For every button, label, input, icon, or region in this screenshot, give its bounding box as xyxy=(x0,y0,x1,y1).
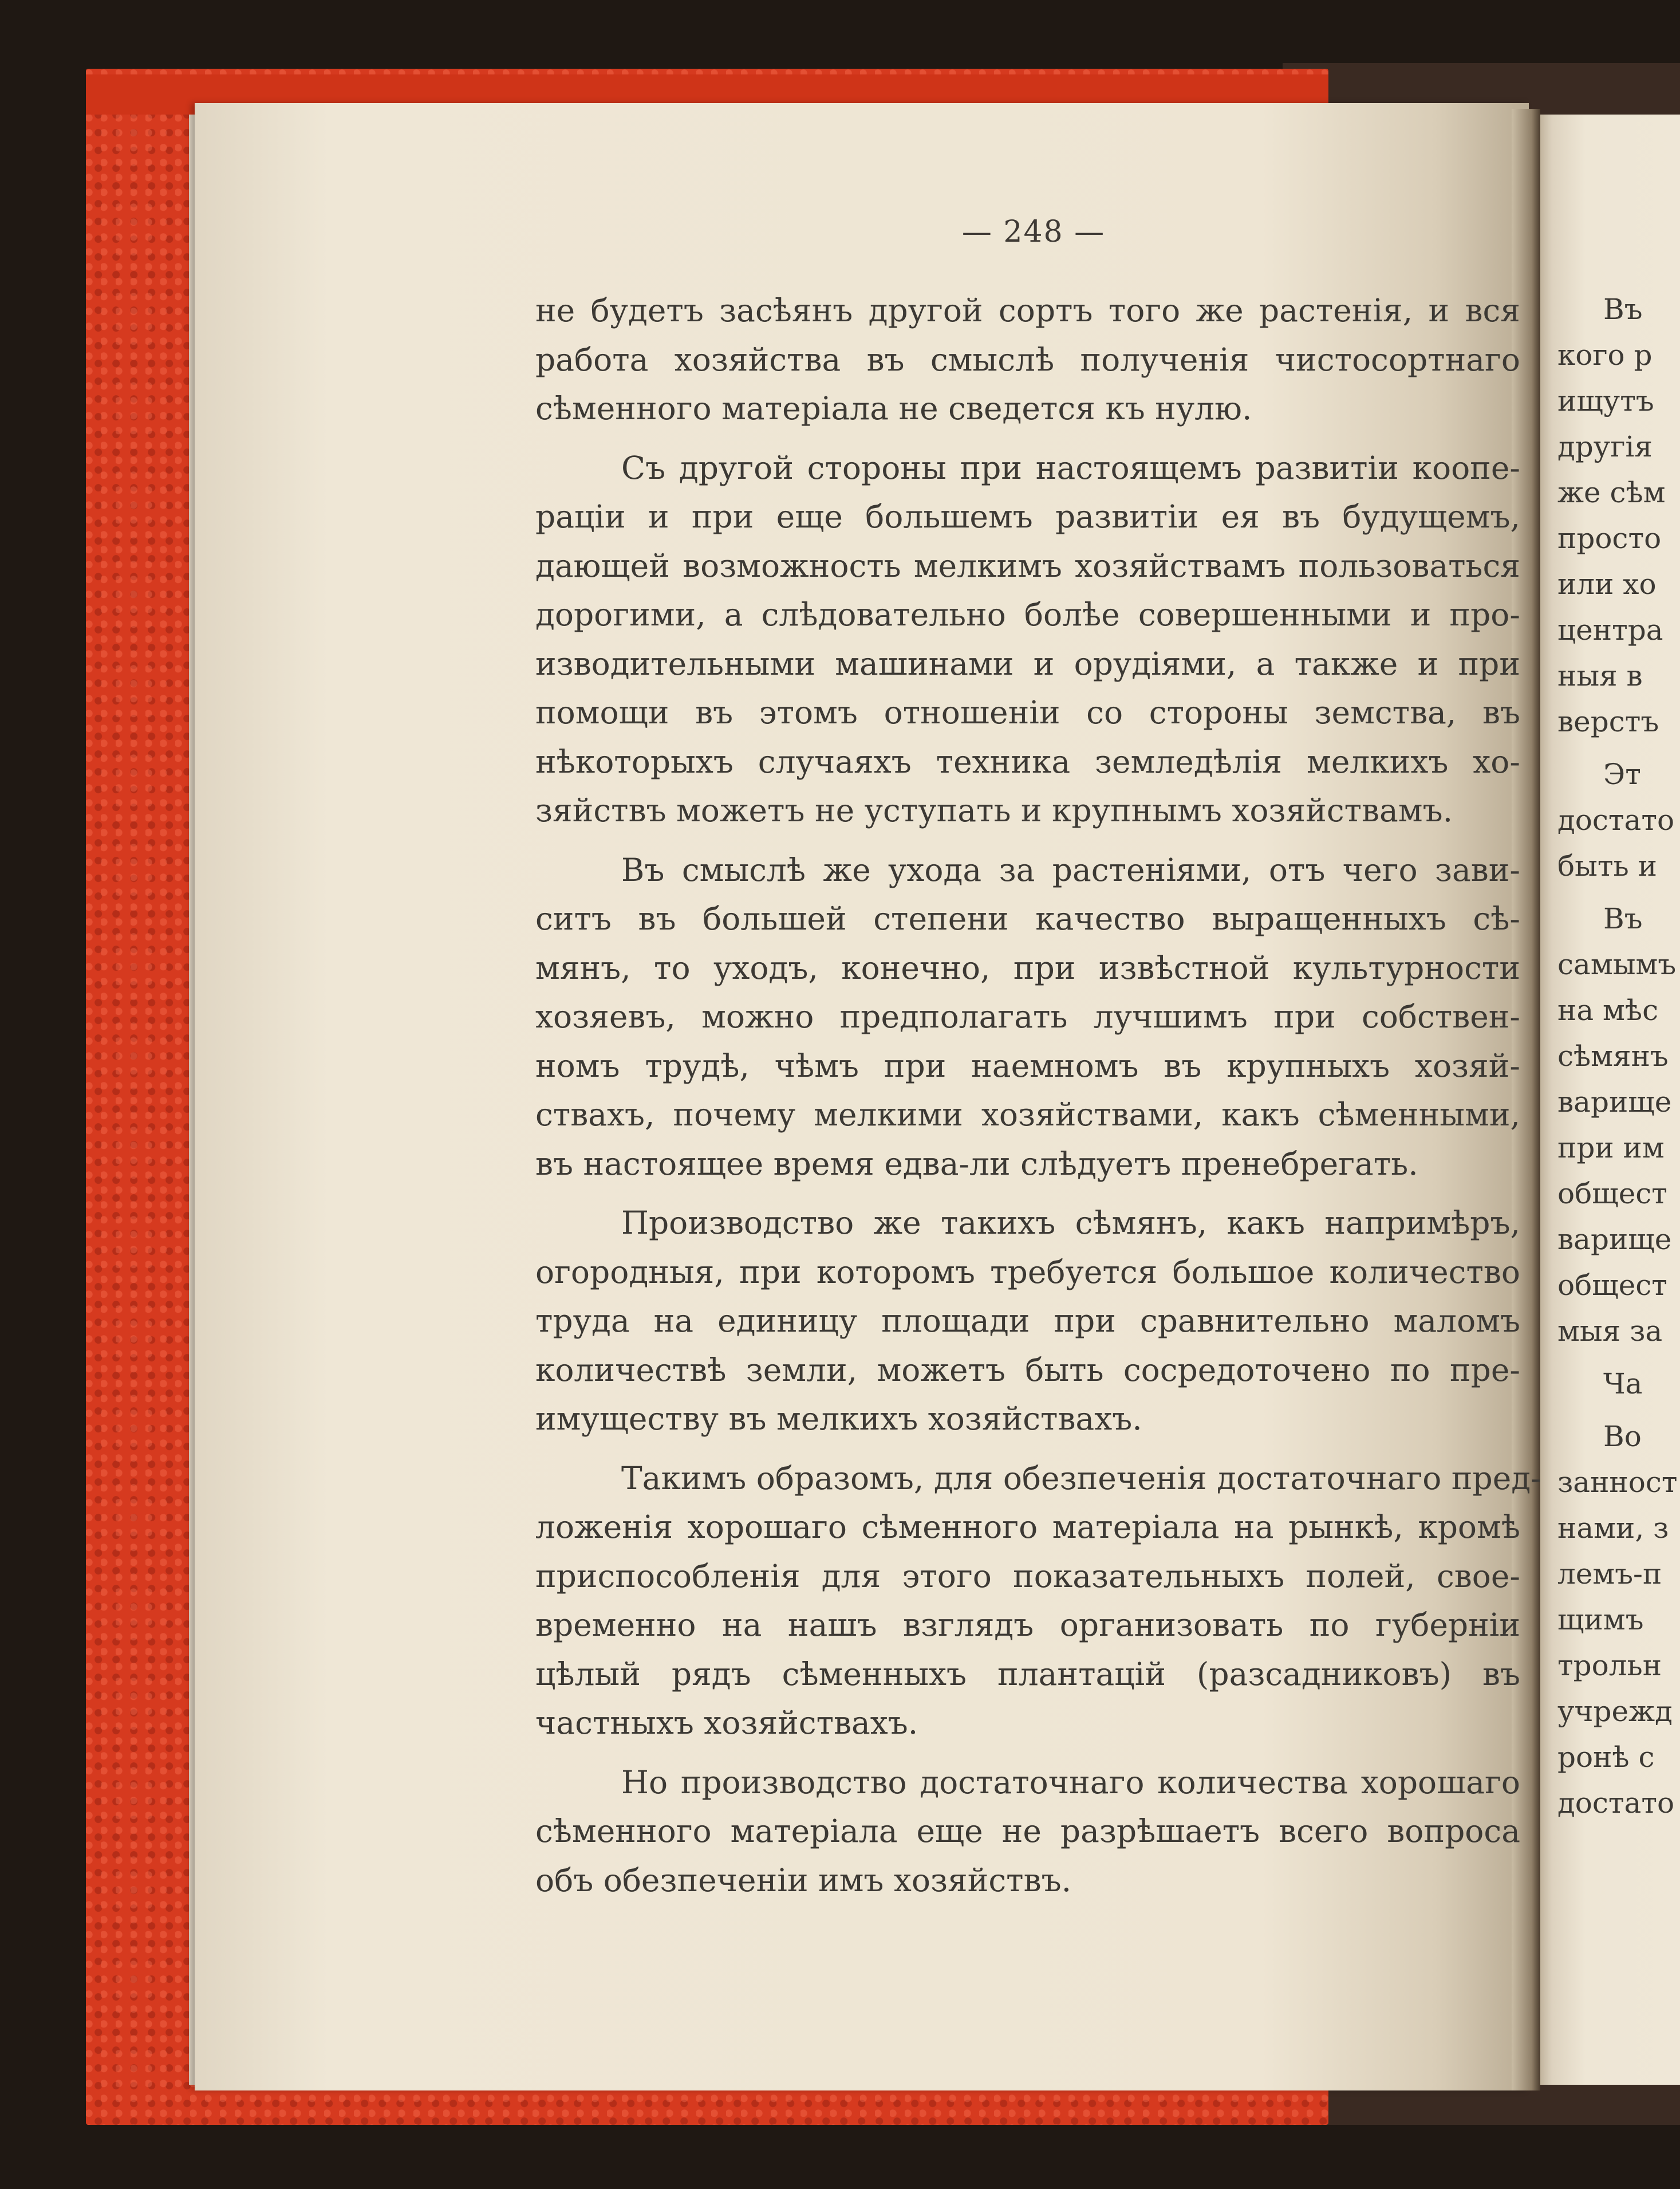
right-text-fragment: лемъ-п xyxy=(1557,1557,1662,1590)
right-text-fragment: Ча xyxy=(1603,1367,1643,1400)
paragraph xyxy=(535,286,1520,434)
paragraph-gap xyxy=(1557,745,1680,751)
paragraph xyxy=(535,1454,1541,1748)
right-page-text-fragments xyxy=(1557,286,1680,1826)
text-line: приспособленія для этого показательныхъ полей, свое- xyxy=(535,1557,1520,1594)
paragraph-gap xyxy=(1557,1407,1680,1414)
text-line: труда на единицу площади при сравнительно маломъ xyxy=(535,1302,1520,1339)
right-text-fragment: Во xyxy=(1603,1420,1642,1453)
right-text-fragment: занност xyxy=(1557,1466,1678,1499)
paragraph-gap xyxy=(535,1188,1520,1199)
right-text-fragment: нами, з xyxy=(1557,1511,1669,1545)
right-text-fragment: щимъ xyxy=(1557,1603,1644,1636)
text-line: не будетъ засѣянъ другой сортъ того же растенія, и вся xyxy=(535,292,1520,329)
right-text-fragment: трольн xyxy=(1557,1649,1662,1682)
right-text-fragment: общест xyxy=(1557,1177,1667,1210)
right-text-fragment: ронѣ с xyxy=(1557,1741,1655,1774)
right-text-fragment: верстъ xyxy=(1557,705,1659,738)
text-line: Но производство достаточнаго количества хорошаго xyxy=(621,1763,1520,1801)
text-line: раціи и при еще большемъ развитіи ея въ будущемъ, xyxy=(535,498,1520,535)
right-text-fragment: Эт xyxy=(1603,758,1641,791)
text-line: нѣкоторыхъ случаяхъ техника земледѣлія мелкихъ хо- xyxy=(535,743,1520,780)
text-line: ложенія хорошаго сѣменного матеріала на рынкѣ, кромѣ xyxy=(535,1509,1520,1545)
paragraph-gap xyxy=(1557,889,1680,896)
right-text-fragment: при им xyxy=(1557,1131,1665,1164)
text-line: сѣменного матеріала не сведется къ нулю. xyxy=(535,390,1252,427)
text-line: частныхъ хозяйствахъ. xyxy=(535,1704,918,1741)
right-text-fragment: Въ xyxy=(1603,293,1643,326)
paragraph-gap xyxy=(535,1748,1520,1758)
right-text-fragment: ныя в xyxy=(1557,659,1643,692)
right-text-fragment: мыя за xyxy=(1557,1314,1663,1348)
text-line: временно на нашъ взглядъ организовать по губерніи xyxy=(535,1607,1520,1643)
text-line: помощи въ этомъ отношеніи со стороны земства, въ xyxy=(535,694,1520,731)
paragraph-gap xyxy=(535,836,1520,846)
right-text-fragment: общест xyxy=(1557,1269,1667,1302)
right-text-fragment: самымъ xyxy=(1557,948,1677,981)
text-line: имуществу въ мелкихъ хозяйствахъ. xyxy=(535,1400,1142,1437)
text-line: ствахъ, почему мелкими хозяйствами, какъ сѣменными, xyxy=(535,1096,1520,1133)
text-line: объ обезпеченіи имъ хозяйствъ. xyxy=(535,1861,1072,1899)
text-line: ситъ въ большей степени качество выращенныхъ сѣ- xyxy=(535,900,1520,937)
text-line: работа хозяйства въ смыслѣ полученія чистосортнаго xyxy=(535,341,1520,378)
text-line: дорогими, а слѣдовательно болѣе совершенными и про- xyxy=(535,596,1520,633)
page-number: — 248 — xyxy=(961,215,1106,249)
text-line: номъ трудѣ, чѣмъ при наемномъ въ крупныхъ хозяй- xyxy=(535,1047,1520,1084)
paragraph-gap xyxy=(535,1444,1520,1454)
paragraph-gap xyxy=(1557,1354,1680,1361)
text-line: количествѣ земли, можетъ быть сосредоточено по пре- xyxy=(535,1351,1520,1388)
text-line: Такимъ образомъ, для обезпеченія достаточнаго пред- xyxy=(621,1459,1541,1497)
right-text-fragment: быть и xyxy=(1557,849,1657,883)
text-line: Производство же такихъ сѣмянъ, какъ напримѣръ, xyxy=(621,1204,1520,1241)
right-text-fragment: Въ xyxy=(1603,902,1643,935)
text-line: цѣлый рядъ сѣменныхъ плантацій (разсадниковъ) въ xyxy=(535,1655,1520,1692)
right-text-fragment: варище xyxy=(1557,1085,1672,1119)
text-line: огородныя, при которомъ требуется большое количество xyxy=(535,1253,1520,1290)
paragraph xyxy=(535,1758,1520,1905)
paragraph-gap xyxy=(535,434,1520,444)
right-text-fragment: достато xyxy=(1557,804,1675,837)
right-text-fragment: на мѣс xyxy=(1557,994,1659,1027)
text-line: мянъ, то уходъ, конечно, при извѣстной культурности xyxy=(535,949,1520,986)
text-line: зяйствъ можетъ не уступать и крупнымъ хозяйствамъ. xyxy=(535,792,1453,829)
right-text-fragment: просто xyxy=(1557,522,1662,555)
right-text-fragment: центра xyxy=(1557,613,1663,647)
right-text-fragment: учрежд xyxy=(1557,1695,1673,1728)
right-text-fragment: же сѣм xyxy=(1557,476,1666,509)
right-text-fragment: другія xyxy=(1557,430,1653,463)
page-body-text xyxy=(535,286,1541,1905)
text-line: изводительными машинами и орудіями, а также и при xyxy=(535,645,1520,682)
text-line: дающей возможность мелкимъ хозяйствамъ пользоваться xyxy=(535,547,1520,584)
right-text-fragment: достато xyxy=(1557,1786,1675,1820)
paragraph xyxy=(535,846,1520,1189)
text-line: сѣменного матеріала еще не разрѣшаетъ всего вопроса xyxy=(535,1813,1520,1849)
text-line: хозяевъ, можно предполагать лучшимъ при собствен- xyxy=(535,998,1520,1035)
right-text-fragment: кого р xyxy=(1557,338,1653,372)
right-text-fragment: или хо xyxy=(1557,568,1657,601)
text-line: въ настоящее время едва-ли слѣдуетъ пренебрегать. xyxy=(535,1145,1418,1182)
right-text-fragment: варище xyxy=(1557,1223,1672,1256)
text-line: Съ другой стороны при настоящемъ развитіи коопе- xyxy=(621,449,1520,486)
paragraph xyxy=(535,444,1520,836)
right-text-fragment: сѣмянъ xyxy=(1557,1040,1669,1073)
text-line: Въ смыслѣ же ухода за растеніями, отъ чего зави- xyxy=(621,851,1520,888)
paragraph xyxy=(535,1199,1520,1444)
right-text-fragment: ищутъ xyxy=(1557,384,1654,418)
